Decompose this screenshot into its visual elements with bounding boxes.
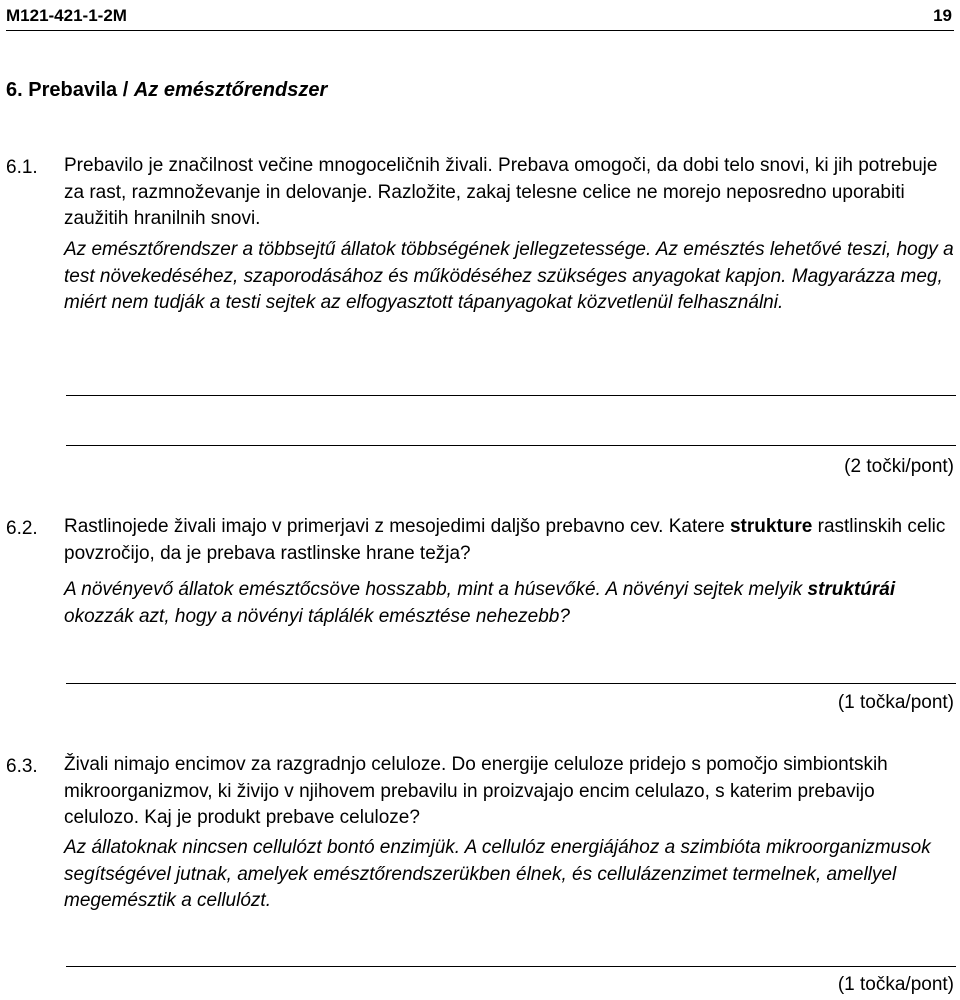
exam-code: M121-421-1-2M [6,6,127,25]
answer-line[interactable] [66,395,956,396]
question-6-3-hungarian: Az állatoknak nincsen cellulózt bontó enzimjük. A cellulóz energiájához a szimbióta mikroorganizmusok segítségével jutnak, amelyek emésztőrendszerükben élnek, és cellulázenzimet termelnek, amellyel megemésztik a cellulózt. [64,837,931,911]
section-title [6,79,327,102]
question-number-6-2: 6.2. [6,518,38,539]
section-title-hungarian: Az emésztőrendszer [133,79,328,101]
question-6-1-hungarian: Az emésztőrendszer a többsejtű állatok többségének jellegzetessége. Az emésztés lehetővé teszi, hogy a test növekedéséhez, szaporodásához és működéséhez szükséges anyagokat kapjon. Magyarázza meg, miért nem tudják a testi sejtek az elfogyasztott tápanyagokat közvetlenül felhasználni. [64,239,954,313]
question-number-6-3: 6.3. [6,756,38,777]
answer-line[interactable] [66,445,956,446]
q2-hungarian-bold: struktúrái [807,579,896,600]
question-number-6-1: 6.1. [6,157,38,178]
points-label-6-3: (1 točka/pont) [837,974,954,995]
q2-slovene-text-2: rastlinskih celic povzročijo, da je prebava rastlinske hrane težja? [64,516,946,564]
points-label-6-1: (2 točki/pont) [844,456,954,477]
page-number: 19 [933,6,952,25]
question-6-2-hungarian [64,577,954,630]
q2-hungarian-text-2: okozzák azt, hogy a növényi táplálék emésztése nehezebb? [64,605,570,627]
question-6-1-slovene: Prebavilo je značilnost večine mnogoceličnih živali. Prebava omogoči, da dobi telo snovi, ki jih potrebuje za rast, razmnoževanje in delovanje. Razložite, zakaj telesne celice ne morejo neposredno uporabiti zaužitih hranilnih snovi. [64,155,938,229]
q2-hungarian-text-1: A növényevő állatok emésztőcsöve hosszabb, mint a húsevőké. A növényi sejtek melyik [64,579,808,600]
question-6-3-slovene: Živali nimajo encimov za razgradnjo celuloze. Do energije celuloze pridejo s pomočjo simbiontskih mikroorganizmov, ki živijo v njihovem prebavilu in proizvajajo encim celulazo, s katerim prebavijo celulozo. Kaj je produkt prebave celuloze? [64,754,888,828]
answer-line[interactable] [66,683,956,684]
section-title-slovene: 6. Prebavila / [6,79,134,101]
points-label-6-2: (1 točka/pont) [837,692,954,713]
q2-slovene-bold: strukture [729,516,813,537]
q2-slovene-text-1: Rastlinojede živali imajo v primerjavi z mesojedimi daljšo prebavno cev. Katere [64,516,730,537]
page-header [6,6,954,31]
answer-line[interactable] [66,966,956,967]
question-6-2-slovene [64,514,954,567]
